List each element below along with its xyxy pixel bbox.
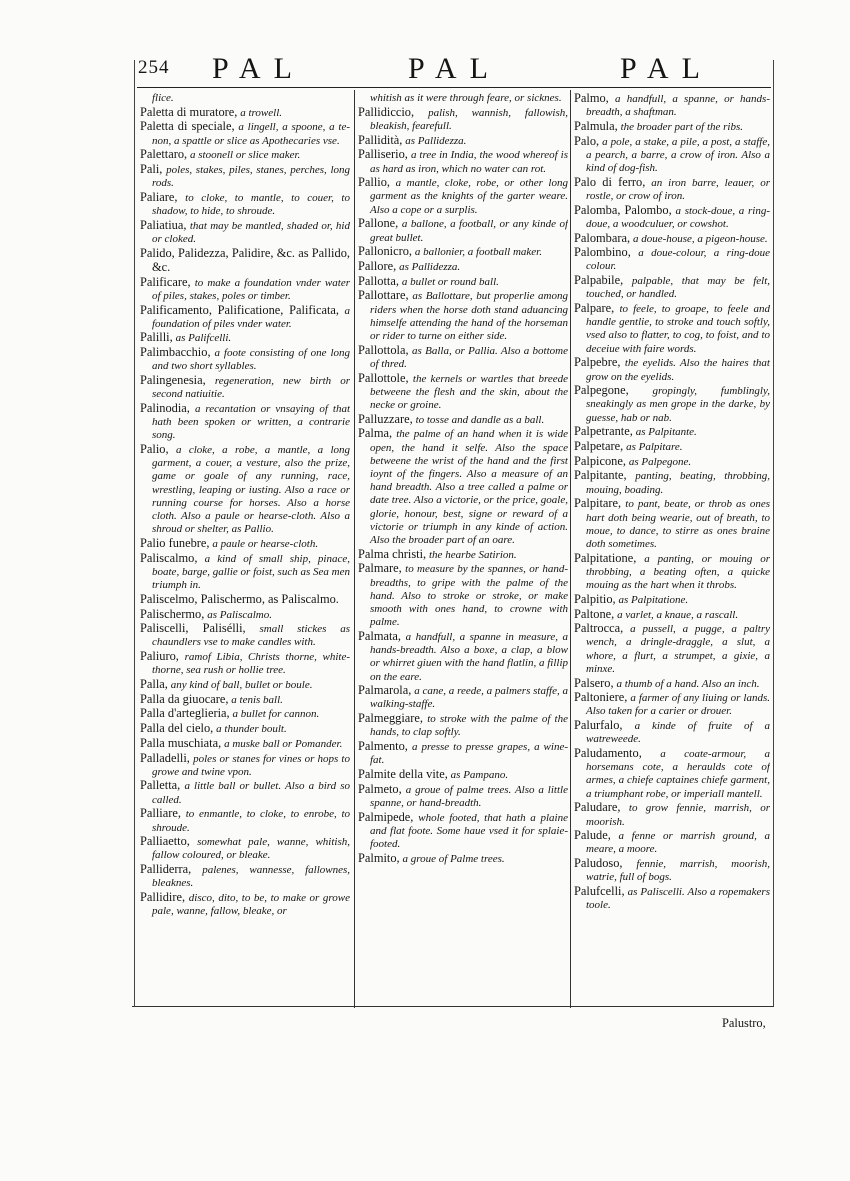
entry-definition: to make a foundation vnder water of piles, stakes, poles or timber.: [152, 276, 350, 302]
dictionary-entry: [358, 289, 568, 343]
entry-headword: Palilli,: [140, 330, 173, 345]
entry-headword: Pallio,: [358, 175, 391, 190]
entry-definition: the eyelids. Also the haires that grow on the eyelids.: [586, 357, 770, 383]
entry-definition: a kind of small ship, pinace, boate, barge, gallie or foist, such as Sea men triumph in.: [152, 552, 350, 592]
entry-headword: Palma,: [358, 426, 393, 441]
entry-definition: a varlet, a knaue, a rascall.: [617, 608, 739, 621]
dictionary-entry: [574, 608, 770, 622]
page-number: 254: [138, 57, 170, 78]
entry-definition: a kinde of fruite of a watreweede.: [586, 720, 770, 746]
column-right: [574, 92, 770, 1004]
footer-rule: [132, 1006, 774, 1007]
entry-definition: a pole, a stake, a pile, a post, a staffe, a pearch, a barre, a crow of iron. Also a kind of dog-fish.: [586, 135, 770, 175]
entry-headword: Palpegone,: [574, 383, 629, 398]
entry-definition: an iron barre, leauer, or rostle, or crow of iron.: [586, 176, 770, 202]
entry-headword: Pallottola,: [358, 342, 409, 357]
entry-headword: Palliaetto,: [140, 834, 190, 849]
dictionary-entry: [140, 622, 350, 649]
entry-headword: Pallidire,: [140, 890, 186, 905]
dictionary-entry: [140, 191, 350, 218]
left-border-rule: [134, 60, 135, 1006]
entry-definition: panting, beating, throbbing, mouing, boading.: [586, 470, 770, 496]
dictionary-entry: [140, 807, 350, 834]
entry-definition: to feele, to groape, to feele and handle gentlie, to stroke and touch softly, vsed also to flatter, to cog, to foist, and to deceiue with faire words.: [586, 303, 770, 355]
entry-definition: as Palpitante.: [635, 426, 697, 439]
entry-definition: a groue of Palme trees.: [402, 852, 505, 865]
dictionary-entry: [574, 92, 770, 119]
entry-definition: the kernels or wartles that breede betweene the flesh and the skin, about the necke or groine.: [370, 372, 568, 411]
dictionary-entry: [574, 857, 770, 884]
entry-headword: Palificare,: [140, 274, 191, 289]
running-head-center: PAL: [408, 52, 501, 85]
entry-headword: Palsero,: [574, 675, 614, 690]
entry-headword: Palmata,: [358, 628, 402, 643]
dictionary-entry: [140, 650, 350, 677]
entry-definition: as Palpegone.: [628, 455, 692, 468]
dictionary-entry: [574, 801, 770, 828]
entry-definition: to tosse and dandle as a ball.: [415, 413, 545, 426]
entry-definition: a thumb of a hand. Also an inch.: [616, 677, 760, 690]
entry-headword: Paludoso,: [574, 856, 623, 871]
dictionary-entry: [358, 712, 568, 739]
entry-headword: Palla muschiata,: [140, 735, 222, 750]
entry-headword: Palpabile,: [574, 273, 624, 288]
dictionary-entry: [140, 863, 350, 890]
entry-headword: Palpetare,: [574, 439, 624, 454]
dictionary-entry: [358, 684, 568, 711]
entry-headword: Paltone,: [574, 606, 615, 621]
entry-definition: as Palifcelli.: [175, 332, 232, 345]
dictionary-entry: [358, 176, 568, 217]
dictionary-entry: [140, 678, 350, 692]
dictionary-entry: [358, 134, 568, 148]
dictionary-entry: [140, 722, 350, 736]
dictionary-entry: [140, 304, 350, 331]
dictionary-entry: [140, 92, 350, 105]
entry-headword: Palificamento, Palificatione, Palificata,: [140, 302, 339, 317]
entry-headword: Palpitante,: [574, 468, 627, 483]
entry-definition: a mantle, cloke, robe, or other long garment as the knights of the garter weare. Also a cope or a surplis.: [370, 177, 568, 216]
entry-headword: Palmento,: [358, 739, 408, 754]
entry-definition: a thunder boult.: [216, 723, 287, 736]
entry-headword: Paletta di speciale,: [140, 119, 235, 134]
dictionary-entry: [358, 413, 568, 427]
entry-headword: Palla del cielo,: [140, 721, 214, 736]
dictionary-entry: [574, 469, 770, 496]
entry-headword: Palombara,: [574, 230, 631, 245]
entry-definition: a farmer of any liuing or lands. Also taken for a carier or drouer.: [586, 692, 770, 718]
entry-headword: Palude,: [574, 828, 611, 843]
entry-headword: Palpebre,: [574, 355, 621, 370]
entry-headword: Palmipede,: [358, 809, 414, 824]
dictionary-entry: [140, 552, 350, 593]
entry-headword: Paludamento,: [574, 746, 642, 761]
dictionary-entry: [358, 630, 568, 684]
dictionary-entry: [574, 232, 770, 246]
entry-headword: Paletta di muratore,: [140, 104, 238, 119]
running-head-left: PAL: [212, 52, 305, 85]
dictionary-entry: [574, 885, 770, 912]
entry-definition: as Pallidezza.: [405, 134, 467, 147]
entry-definition: palish, wannish, fallowish, bleakish, fearefull.: [370, 106, 568, 132]
entry-definition: gropingly, fumblingly, sneakingly as men grope in the darke, by guesse, hab or nab.: [586, 385, 770, 424]
entry-definition: as Pallidezza.: [399, 260, 461, 273]
entry-headword: Palinodia,: [140, 400, 190, 415]
entry-definition: a groue of palme trees. Also a little spanne, or hand-breadth.: [370, 783, 568, 809]
entry-headword: Palpetrante,: [574, 424, 633, 439]
entry-definition: as Paliscalmo.: [207, 608, 272, 621]
dictionary-entry: [358, 740, 568, 767]
dictionary-entry: [358, 562, 568, 629]
dictionary-entry: [358, 148, 568, 175]
entry-headword: Palischermo,: [140, 606, 205, 621]
entry-definition: a bullet for cannon.: [232, 708, 320, 721]
entry-headword: Palla da giuocare,: [140, 691, 229, 706]
dictionary-entry: [140, 346, 350, 373]
dictionary-entry: [140, 693, 350, 707]
entry-definition: poles, stakes, piles, stanes, perches, long rods.: [152, 164, 350, 190]
dictionary-entry: [574, 246, 770, 273]
entry-definition: a handfull, a spanne in measure, a hands-breadth. Also a boxe, a clap, a blow or whirret giuen with the hand flatlin, a fillip on the eare.: [370, 630, 568, 683]
dictionary-entry: [140, 331, 350, 345]
entry-definition: a muske ball or Pomander.: [224, 737, 343, 750]
dictionary-entry: [574, 593, 770, 607]
entry-headword: Palpitatione,: [574, 550, 637, 565]
dictionary-entry: [140, 402, 350, 443]
dictionary-entry: [574, 719, 770, 746]
dictionary-entry: [574, 455, 770, 469]
entry-headword: Palliare,: [140, 806, 181, 821]
column-divider: [354, 90, 355, 1008]
entry-headword: Paliuro,: [140, 649, 179, 664]
entry-definition: the palme of an hand when it is wide open, the hand it selfe. Also the space betweene the wrist of the hand and the first ioynt of the fingers. Also a measure of an hand breadth. Also a tree called a palme or date tree. Also a victorie, or the price, goale, glorie, honour, best, signe or reward of a victorie or triumph in any kinde of action. Also the broader part of an oare.: [370, 428, 568, 546]
entry-definition: a fenne or marrish ground, a meare, a moore.: [586, 830, 770, 856]
entry-headword: Pallottole,: [358, 370, 409, 385]
entry-headword: Palmito,: [358, 850, 400, 865]
entry-headword: Pallotta,: [358, 273, 399, 288]
dictionary-entry: [574, 747, 770, 801]
entry-definition: a ballonier, a football maker.: [414, 246, 542, 259]
entry-headword: Pallore,: [358, 258, 397, 273]
entry-definition: that may be mantled, shaded or, hid or cloked.: [152, 219, 350, 246]
dictionary-entry: [574, 552, 770, 593]
entry-definition: a stock-doue, a ring-doue, a woodculuer, or cowshot.: [586, 204, 770, 230]
dictionary-entry: [358, 783, 568, 810]
dictionary-entry: [358, 344, 568, 371]
dictionary-entry: [574, 302, 770, 356]
dictionary-entry: [358, 548, 568, 562]
column-divider: [570, 90, 571, 1008]
entry-headword: Pallonicro,: [358, 244, 413, 259]
dictionary-entry: [358, 260, 568, 274]
dictionary-entry: [140, 148, 350, 162]
entry-headword: Palmeggiare,: [358, 711, 424, 726]
entry-headword: Palmula,: [574, 118, 618, 133]
entry-headword: Palma christi,: [358, 546, 427, 561]
entry-definition: a trowell.: [240, 106, 282, 119]
dictionary-entry: [140, 737, 350, 751]
entry-headword: Pallidiccio,: [358, 104, 415, 119]
entry-definition: the hearbe Satirion.: [429, 548, 517, 561]
entry-definition: a pussell, a pugge, a paltry wench, a dringle-draggle, a slut, a whore, a flurt, a strumpet, a gixie, a minxe.: [586, 623, 770, 675]
entry-definition: a cane, a reede, a palmers staffe, a walking-staffe.: [370, 685, 568, 711]
dictionary-entry: [140, 593, 350, 607]
entry-definition: any kind of ball, bullet or boule.: [170, 679, 313, 692]
entry-definition: a recantation or vnsaying of that hath been spoken or written, a contrarie song.: [152, 402, 350, 442]
dictionary-entry: [574, 622, 770, 676]
entry-definition: as Ballottare, but properlie among riders when the horse doth stand aduancing himselfe attending the hand of the horseman or rider to turne on either side.: [370, 290, 568, 342]
entry-definition: as Paliscelli. Also a ropemakers toole.: [586, 886, 770, 912]
entry-headword: Palido, Palidezza, Palidire, &c. as Pallido, &c.: [140, 245, 350, 274]
dictionary-entry: [140, 752, 350, 779]
dictionary-entry: [140, 891, 350, 918]
entry-definition: as Pampano.: [450, 768, 509, 781]
entry-definition: somewhat pale, wanne, whitish, fallow coloured, or bleake.: [152, 836, 350, 862]
entry-definition: regeneration, new birth or second natiuitie.: [152, 375, 350, 401]
dictionary-entry: [574, 274, 770, 301]
entry-headword: Paltrocca,: [574, 621, 624, 636]
dictionary-entry: [574, 677, 770, 691]
dictionary-entry: [574, 384, 770, 425]
entry-headword: Palettaro,: [140, 147, 188, 162]
entry-headword: Palladelli,: [140, 750, 190, 765]
entry-definition: a tree in India, the wood whereof is as hard as iron, which no water can rot.: [370, 149, 568, 175]
entry-headword: Palurfalo,: [574, 718, 623, 733]
dictionary-entry: [358, 106, 568, 133]
entry-headword: Palo,: [574, 133, 600, 148]
dictionary-entry: [140, 443, 350, 536]
entry-headword: Palliderra,: [140, 862, 192, 877]
entry-definition: a doue-house, a pigeon-house.: [632, 232, 768, 245]
entry-definition: a ballone, a football, or any kinde of great bullet.: [370, 218, 568, 244]
entry-headword: Palpitare,: [574, 496, 622, 511]
entry-headword: Pallottare,: [358, 288, 409, 303]
dictionary-entry: [574, 425, 770, 439]
column-left: [140, 92, 350, 1004]
dictionary-entry: [358, 427, 568, 547]
entry-headword: Palmite della vite,: [358, 766, 448, 781]
entry-definition: as Palpitare.: [626, 441, 683, 454]
entry-definition: to grow fennie, marrish, or moorish.: [586, 802, 770, 828]
dictionary-entry: [140, 120, 350, 147]
dictionary-entry: [358, 811, 568, 852]
entry-headword: Paliscalmo,: [140, 550, 198, 565]
entry-definition: as Palpitatione.: [618, 593, 689, 606]
dictionary-entry: [140, 247, 350, 275]
entry-definition: a handfull, a spanne, or hands-breadth, a shaftman.: [586, 93, 770, 119]
dictionary-entry: [358, 768, 568, 782]
entry-headword: Palpare,: [574, 301, 615, 316]
dictionary-entry: [574, 135, 770, 176]
dictionary-entry: [140, 219, 350, 246]
entry-headword: Palufcelli,: [574, 884, 625, 899]
entry-headword: Palomba, Palombo,: [574, 202, 672, 217]
entry-headword: Paludare,: [574, 800, 621, 815]
dictionary-entry: [574, 204, 770, 231]
entry-headword: Palla,: [140, 677, 168, 692]
entry-definition: a doue-colour, a ring-doue colour.: [586, 247, 770, 273]
entry-headword: Palmeto,: [358, 781, 402, 796]
dictionary-entry: [358, 372, 568, 413]
dictionary-entry: [358, 245, 568, 259]
entry-headword: Palingenesia,: [140, 373, 206, 388]
entry-headword: Palimbacchio,: [140, 345, 211, 360]
entry-definition: a presse to presse grapes, a wine-fat.: [370, 741, 568, 767]
entry-definition: to cloke, to mantle, to couer, to shadow, to hide, to shroude.: [152, 191, 350, 218]
dictionary-entry: [574, 829, 770, 856]
entry-definition: flice.: [152, 92, 174, 104]
entry-definition: as Balla, or Pallia. Also a bottome of thred.: [370, 344, 568, 370]
running-head-right: PAL: [620, 52, 713, 85]
entry-headword: Palliserio,: [358, 147, 408, 162]
dictionary-entry: [574, 120, 770, 134]
entry-definition: a panting, or mouing or throbbing, a beating often, a quicke mouing as the hart when it throbs.: [586, 552, 770, 592]
entry-definition: a foote consisting of one long and two short syllables.: [152, 347, 350, 373]
dictionary-entry: [140, 276, 350, 303]
entry-headword: Palpicone,: [574, 453, 626, 468]
entry-definition: ramof Libia, Christs thorne, white-thorne, sea rush or hollie tree.: [152, 651, 350, 677]
right-border-rule: [773, 60, 774, 1006]
dictionary-entry: [574, 440, 770, 454]
entry-definition: whole footed, that hath a plaine and flat foote. Some haue vsed it for splaie-footed.: [370, 811, 568, 850]
dictionary-entry: [140, 779, 350, 806]
entry-definition: the broader part of the ribs.: [620, 120, 744, 133]
entry-headword: Palombino,: [574, 245, 631, 260]
entry-definition: a tenis ball.: [231, 693, 283, 706]
dictionary-entry: [358, 217, 568, 244]
entry-headword: Paliscelli, Palisélli,: [140, 621, 246, 636]
entry-headword: Paliare,: [140, 189, 178, 204]
entry-headword: Palmare,: [358, 561, 402, 576]
dictionary-entry: [574, 691, 770, 718]
dictionary-entry: [358, 852, 568, 866]
entry-headword: Pali,: [140, 162, 163, 177]
entry-definition: a lingell, a spoone, a te-non, a spattle or slice as Apothecaries vse.: [152, 121, 350, 147]
entry-definition: to enmantle, to cloke, to enrobe, to shroude.: [152, 808, 350, 834]
dictionary-entry: [358, 92, 568, 105]
catchword: Palustro,: [722, 1016, 766, 1030]
entry-headword: Palla d'arteglieria,: [140, 706, 230, 721]
entry-headword: Palo di ferro,: [574, 174, 646, 189]
entry-headword: Paliscelmo, Palischermo, as Paliscalmo.: [140, 591, 339, 606]
header-rule: [137, 87, 771, 88]
entry-headword: Paliatiua,: [140, 217, 187, 232]
entry-definition: to pant, beate, or throb as ones hart doth being wearie, out of breath, to moue, to dance, to stirre as ones braine doth sometimes.: [586, 498, 770, 550]
entry-definition: whitish as it were through feare, or sicknes.: [370, 92, 562, 104]
entry-definition: palenes, wannesse, fallownes, bleaknes.: [152, 864, 350, 890]
entry-definition: a paule or hearse-cloth.: [212, 538, 319, 550]
entry-definition: disco, dito, to be, to make or growe pale, wanne, fallow, bleake, or: [152, 892, 350, 918]
dictionary-entry: [140, 374, 350, 401]
entry-headword: Palluzzare,: [358, 411, 413, 426]
entry-headword: Palmarola,: [358, 683, 412, 698]
dictionary-entry: [140, 707, 350, 721]
dictionary-entry: [140, 537, 350, 551]
column-middle: [358, 92, 568, 1004]
entry-definition: a foundation of piles vnder water.: [152, 304, 350, 330]
entry-headword: Palio funebre,: [140, 536, 210, 550]
dictionary-entry: [574, 356, 770, 383]
entry-headword: Palpitio,: [574, 591, 616, 606]
entry-definition: to measure by the spannes, or hand-breadths, to gripe with the palme of the hand. Also to stroke or stroke, or make smooth with ones hand, to crowne with palme.: [370, 563, 568, 629]
entry-definition: small stickes as chaundlers vse to make candles with.: [152, 623, 350, 649]
dictionary-entry: [140, 106, 350, 120]
entry-headword: Pallidità,: [358, 132, 403, 147]
dictionary-entry: [358, 275, 568, 289]
entry-headword: Palio,: [140, 442, 169, 457]
entry-headword: Paltoniere,: [574, 690, 628, 705]
entry-definition: to stroke with the palme of the hands, to clap softly.: [370, 713, 568, 739]
dictionary-entry: [140, 835, 350, 862]
entry-definition: palpable, that may be felt, touched, or handled.: [586, 275, 770, 301]
entry-definition: poles or stanes for vines or hops to growe and twine vpon.: [152, 752, 350, 778]
dictionary-entry: [140, 163, 350, 190]
dictionary-entry: [574, 497, 770, 551]
entry-definition: fennie, marrish, moorish, watrie, full of bogs.: [586, 858, 770, 884]
entry-definition: a cloke, a robe, a mantle, a long garment, a couer, a vesture, also the prize, game or goale of any running, race, wrestling, leaping or iusting. Also a race or running course for horses. Also a horse cloth. Also a paule or hearse-cloth. Also a shroud or shelter, as Pallio.: [152, 444, 350, 536]
dictionary-entry: [140, 608, 350, 622]
entry-definition: a bullet or round ball.: [401, 275, 499, 288]
entry-definition: a stoonell or slice maker.: [190, 149, 301, 162]
entry-definition: a coate-armour, a horsemans cote, a heraulds cote of armes, a chiefe captaines chiefe garment, a triumphant robe, or imperiall mantell.: [586, 748, 770, 800]
entry-headword: Palletta,: [140, 778, 181, 793]
entry-headword: Palmo,: [574, 92, 609, 105]
dictionary-entry: [574, 176, 770, 203]
entry-headword: Pallone,: [358, 216, 399, 231]
entry-definition: a little ball or bullet. Also a bird so called.: [152, 780, 350, 806]
